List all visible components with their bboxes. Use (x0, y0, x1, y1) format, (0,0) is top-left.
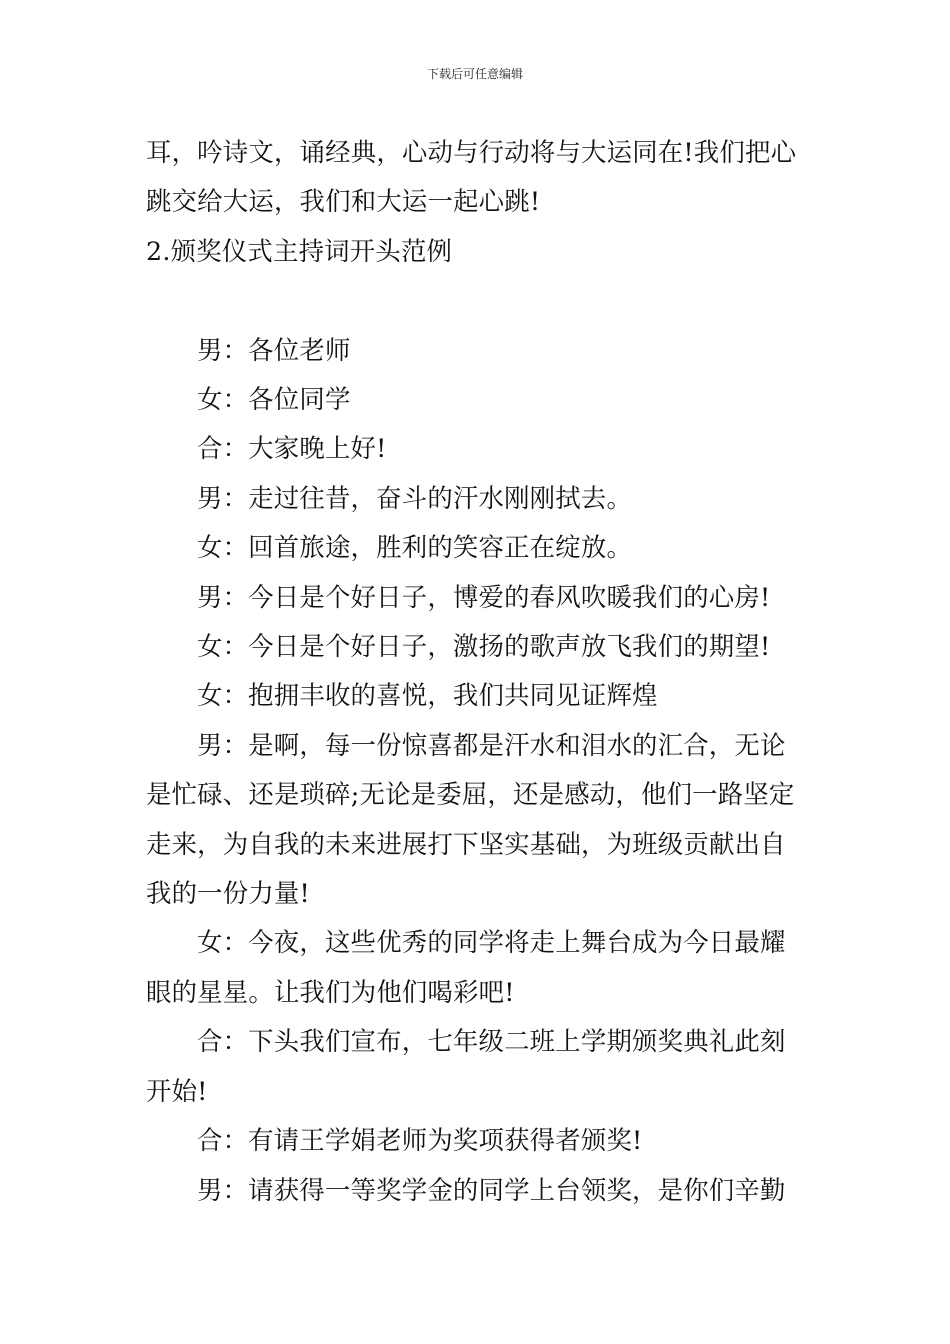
dialogue-line: 女：今夜，这些优秀的同学将走上舞台成为今日最耀眼的星星。让我们为他们喝彩吧! (146, 927, 786, 1007)
section-heading: 2.颁奖仪式主持词开头范例 (146, 235, 453, 266)
dialogue-line: 合：下头我们宣布，七年级二班上学期颁奖典礼此刻开始! (146, 1026, 786, 1106)
dialogue-line: 男：今日是个好日子，博爱的春风吹暖我们的心房! (197, 581, 771, 612)
dialogue-line: 男：走过往昔，奋斗的汗水刚刚拭去。 (197, 482, 633, 513)
dialogue-line: 男：请获得一等奖学金的同学上台领奖，是你们辛勤 (197, 1174, 786, 1205)
dialogue-line: 男：各位老师 (197, 334, 351, 365)
dialogue-line: 女：抱拥丰收的喜悦，我们共同见证辉煌 (197, 680, 658, 711)
dialogue-line: 女：各位同学 (197, 384, 351, 415)
intro-paragraph: 耳，吟诗文，诵经典，心动与行动将与大运同在!我们把心跳交给大运，我们和大运一起心跳! (146, 137, 797, 217)
document-body (146, 128, 806, 1215)
dialogue-line: 合：有请王学娟老师为奖项获得者颁奖! (197, 1125, 643, 1156)
dialogue-line: 女：今日是个好日子，激扬的歌声放飞我们的期望! (197, 631, 771, 662)
blank-line (146, 276, 806, 325)
page-header: 下载后可任意编辑 (426, 67, 523, 81)
dialogue-line: 男：是啊，每一份惊喜都是汗水和泪水的汇合，无论是忙碌、还是琐碎;无论是委屈，还是感动，他们一路坚定走来，为自我的未来进展打下坚实基础，为班级贡献出自我的一份力量! (146, 729, 795, 909)
dialogue-line: 合：大家晚上好! (197, 433, 387, 464)
dialogue-line: 女：回首旅途，胜利的笑容正在绽放。 (197, 532, 633, 563)
